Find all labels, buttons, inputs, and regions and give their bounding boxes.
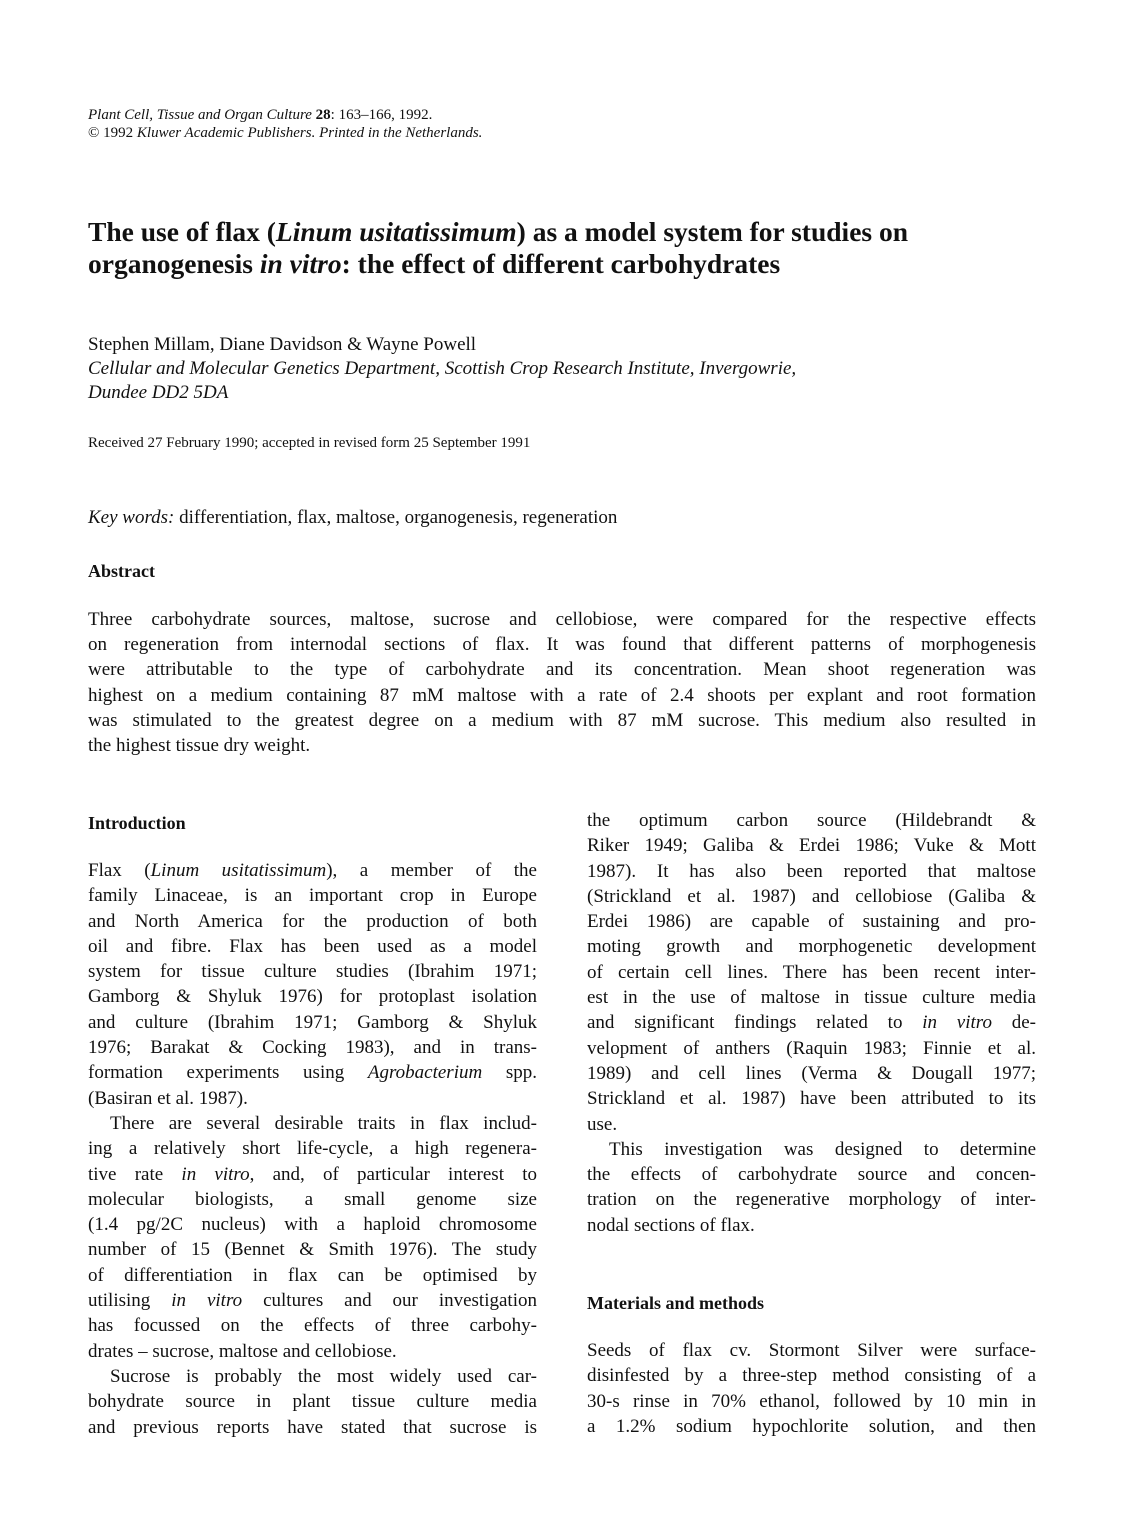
- text-line: (Strickland et al. 1987) and cellobiose (Galiba &: [587, 885, 1036, 907]
- text-line: of differentiation in flax can be optimised by: [88, 1264, 537, 1286]
- text-line: Sucrose is probably the most widely used car-: [110, 1365, 537, 1387]
- keywords-label: Key words:: [88, 507, 175, 528]
- affiliation: [88, 357, 988, 405]
- text-line: (1.4 pg/2C nucleus) with a haploid chromosome: [88, 1214, 537, 1236]
- abstract-line: the highest tissue dry weight.: [88, 735, 311, 757]
- text-line: Flax (Linum usitatissimum), a member of the: [88, 860, 537, 881]
- abstract-heading: Abstract: [88, 561, 155, 581]
- text-line: Erdei 1986) are capable of sustaining and pro-: [587, 911, 1036, 933]
- copyright-symbol: ©: [88, 125, 100, 141]
- introduction-column-right: [587, 808, 1036, 1238]
- abstract-line: highest on a medium containing 87 mM maltose with a rate of 2.4 shoots per explant and root formation: [88, 684, 1036, 706]
- text-line: Gamborg & Shyluk 1976) for protoplast isolation: [88, 986, 537, 1008]
- text-line: a 1.2% sodium hypochlorite solution, and then: [587, 1415, 1036, 1437]
- copyright-line: [88, 124, 788, 142]
- keywords: [88, 506, 1038, 530]
- affiliation-line: Dundee DD2 5DA: [88, 382, 229, 403]
- methods-heading: Materials and methods: [587, 1293, 764, 1313]
- abstract-body: [88, 607, 1036, 758]
- journal-citation: [88, 106, 788, 124]
- title-text: The use of flax (: [88, 216, 276, 247]
- title-in-vitro: in vitro: [259, 248, 342, 279]
- abstract-line: Three carbohydrate sources, maltose, sucrose and cellobiose, were compared for the respective effects: [88, 609, 1036, 630]
- keywords-text: differentiation, flax, maltose, organogenesis, regeneration: [174, 507, 618, 528]
- text-line: utilising in vitro cultures and our investigation: [88, 1290, 537, 1312]
- text-line: moting growth and morphogenetic development: [587, 936, 1036, 958]
- text-line: number of 15 (Bennet & Smith 1976). The study: [88, 1239, 537, 1261]
- text-line: and North America for the production of both: [88, 910, 537, 932]
- text-line: This investigation was designed to determine: [609, 1138, 1036, 1160]
- author-list: Stephen Millam, Diane Davidson & Wayne Powell: [88, 334, 477, 355]
- text-line: Strickland et al. 1987) have been attributed to its: [587, 1088, 1036, 1110]
- publisher-line: Kluwer Academic Publishers. Printed in the Netherlands.: [136, 125, 483, 141]
- text-line: tration on the regenerative morphology of inter-: [587, 1189, 1036, 1211]
- abstract-line: was stimulated to the greatest degree on a medium with 87 mM sucrose. This medium also resulted in: [88, 709, 1036, 731]
- introduction-heading: Introduction: [88, 813, 186, 833]
- text-line: and culture (Ibrahim 1971; Gamborg & Shyluk: [88, 1011, 537, 1033]
- text-line: ing a relatively short life-cycle, a high regenera-: [88, 1138, 537, 1160]
- text-line: nodal sections of flax.: [587, 1214, 755, 1236]
- text-line: formation experiments using Agrobacterium spp.: [88, 1062, 537, 1084]
- text-line: the optimum carbon source (Hildebrandt &: [587, 810, 1036, 831]
- affiliation-line: Cellular and Molecular Genetics Department, Scottish Crop Research Institute, Invergowrie,: [88, 358, 797, 379]
- text-line: 1976; Barakat & Cocking 1983), and in trans-: [88, 1037, 537, 1059]
- text-line: 1987). It has also been reported that maltose: [587, 860, 1036, 882]
- text-line: tive rate in vitro, and, of particular interest to: [88, 1163, 537, 1185]
- text-line: and previous reports have stated that sucrose is: [88, 1416, 537, 1438]
- text-line: has focussed on the effects of three carbohy-: [88, 1315, 537, 1337]
- text-line: of certain cell lines. There has been recent inter-: [587, 961, 1036, 983]
- received-dates: Received 27 February 1990; accepted in revised form 25 September 1991: [88, 435, 531, 451]
- text-line: (Basiran et al. 1987).: [88, 1087, 248, 1109]
- text-line: bohydrate source in plant tissue culture media: [88, 1391, 537, 1413]
- title-text: : the effect of different carbohydrates: [341, 248, 781, 279]
- text-line: oil and fibre. Flax has been used as a model: [88, 935, 537, 957]
- text-line: velopment of anthers (Raquin 1983; Finnie et al.: [587, 1037, 1036, 1059]
- text-line: use.: [587, 1113, 618, 1135]
- journal-volume: 28: [315, 107, 331, 123]
- text-line: Riker 1949; Galiba & Erdei 1986; Vuke & Mott: [587, 835, 1036, 857]
- text-line: There are several desirable traits in flax includ-: [110, 1112, 537, 1134]
- methods-column: [587, 1338, 1036, 1439]
- text-line: drates – sucrose, maltose and cellobiose.: [88, 1340, 397, 1362]
- copyright-year: 1992: [103, 125, 134, 141]
- text-line: est in the use of maltose in tissue culture media: [587, 987, 1036, 1009]
- text-line: 30-s rinse in 70% ethanol, followed by 10 min in: [587, 1390, 1036, 1412]
- text-line: system for tissue culture studies (Ibrahim 1971;: [88, 961, 537, 983]
- abstract-line: were attributable to the type of carbohydrate and its concentration. Mean shoot regeneration was: [88, 659, 1036, 681]
- article-title: [88, 216, 1048, 280]
- text-line: and significant findings related to in vitro de-: [587, 1012, 1036, 1034]
- journal-name: Plant Cell, Tissue and Organ Culture: [88, 107, 312, 123]
- abstract-line: on regeneration from internodal sections of flax. It was found that different patterns of morphogenesis: [88, 634, 1036, 656]
- text-line: disinfested by a three-step method consisting of a: [587, 1365, 1036, 1387]
- text-line: molecular biologists, a small genome size: [88, 1188, 537, 1210]
- text-line: Seeds of flax cv. Stormont Silver were surface-: [587, 1340, 1036, 1361]
- title-species: Linum usitatissimum: [275, 216, 517, 247]
- journal-pages: : 163–166, 1992.: [330, 107, 433, 123]
- text-line: the effects of carbohydrate source and concen-: [587, 1164, 1036, 1186]
- text-line: family Linaceae, is an important crop in Europe: [88, 885, 537, 907]
- introduction-column-left: [88, 858, 537, 1440]
- title-text: ) as a model system for studies on: [516, 216, 909, 247]
- journal-header: [88, 106, 788, 142]
- title-text: organogenesis: [88, 248, 260, 279]
- text-line: 1989) and cell lines (Verma & Dougall 1977;: [587, 1062, 1036, 1084]
